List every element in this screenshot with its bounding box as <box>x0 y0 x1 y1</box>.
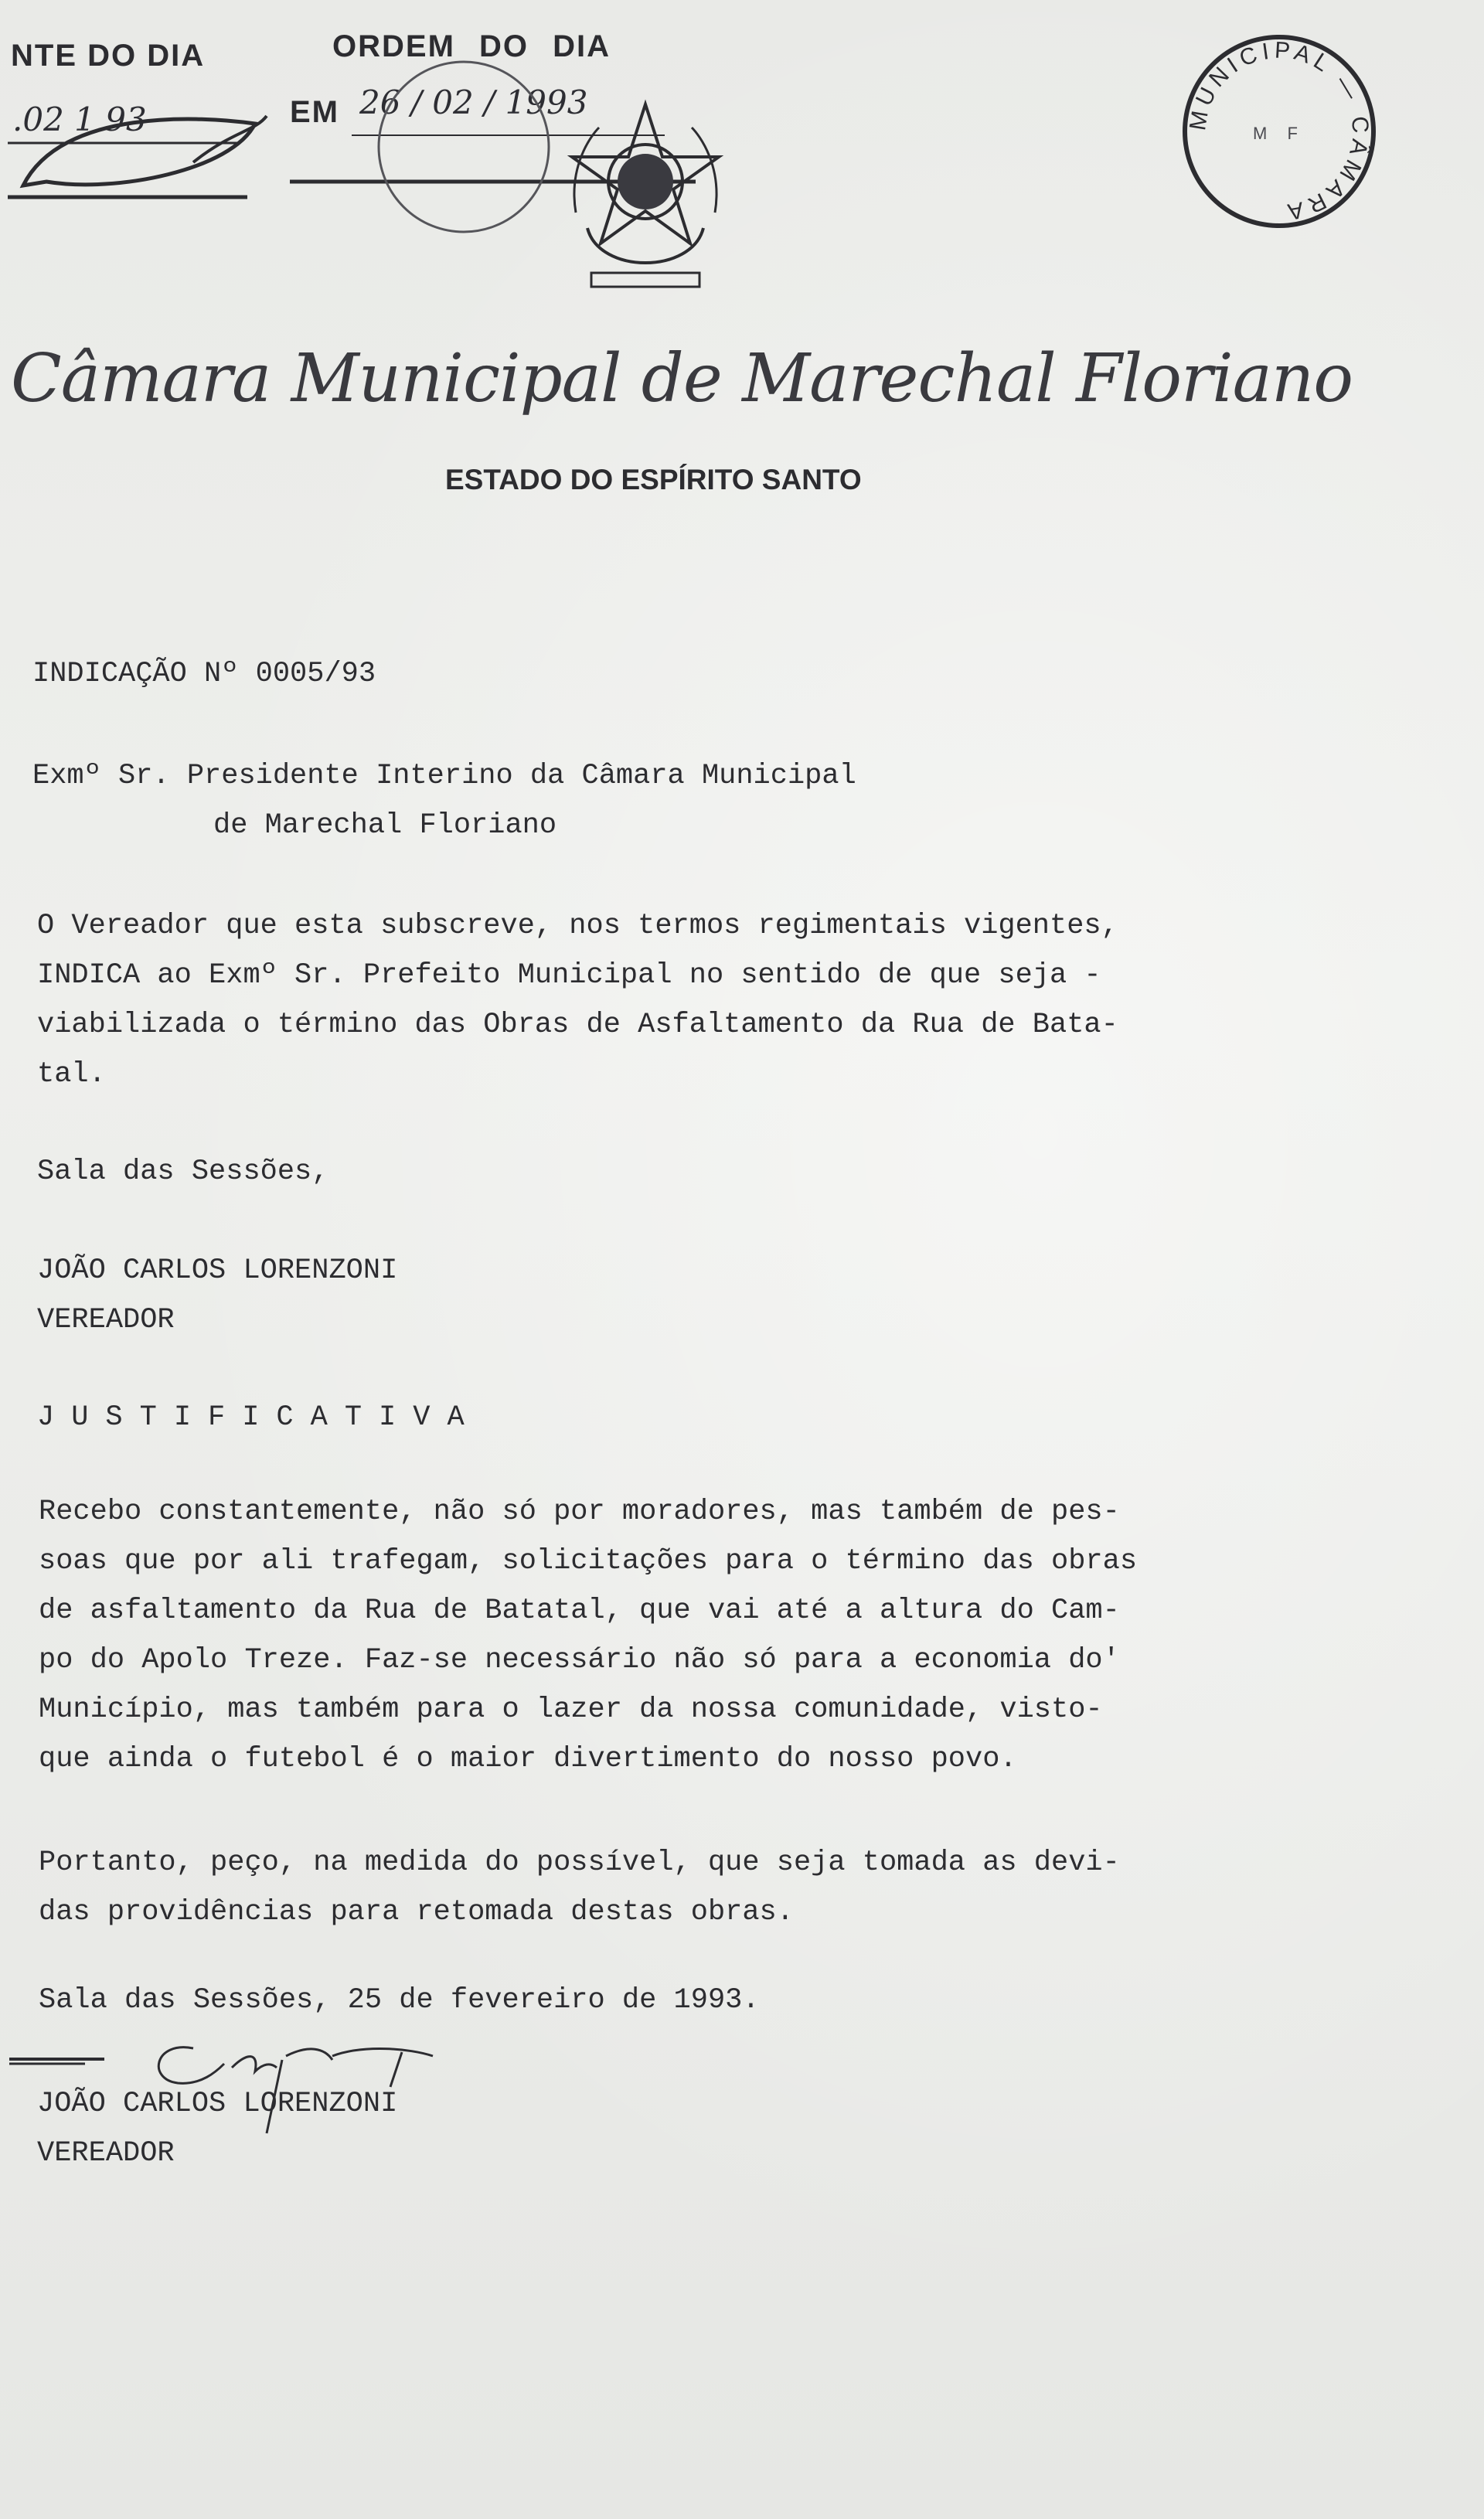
receipt-stamp-date: .02 1 93 <box>12 100 147 138</box>
agenda-stamp-graphics <box>278 46 742 301</box>
agenda-stamp-label: ORDEM DO DIA <box>332 29 611 63</box>
justification-line: po do Apolo Treze. Faz-se necessário não só para a economia do' <box>39 1644 1120 1676</box>
justification-line: Recebo constantemente, não só por moradores, mas também de pes- <box>39 1496 1120 1528</box>
letterhead-state: ESTADO DO ESPÍRITO SANTO <box>445 464 862 495</box>
addressee-line-1: Exmº Sr. Presidente Interino da Câmara Municipal <box>32 760 856 792</box>
justification-line: Município, mas também para o lazer da nossa comunidade, visto- <box>39 1694 1103 1726</box>
justification-heading: JUSTIFICATIVA <box>37 1401 482 1434</box>
request-line: Portanto, peço, na medida do possível, que seja tomada as devi- <box>39 1847 1120 1879</box>
seal-ring-text: MUNICIPAL — CÂMARA <box>1185 37 1373 226</box>
addressee-line-2: de Marechal Floriano <box>213 809 557 842</box>
signer-title: VEREADOR <box>37 1304 175 1336</box>
coat-of-arms-icon <box>572 104 719 287</box>
seal-center-text: M F <box>1253 124 1305 143</box>
receipt-stamp-lines <box>0 0 294 216</box>
receipt-stamp-label: NTE DO DIA <box>11 39 206 73</box>
signer-name: JOÃO CARLOS LORENZONI <box>37 1254 398 1287</box>
closing-salutation: Sala das Sessões, <box>37 1156 329 1188</box>
body-line: tal. <box>37 1058 106 1091</box>
letterhead-title: Câmara Municipal de Marechal Floriano <box>11 340 1353 417</box>
initials-scribble <box>23 119 255 186</box>
overlay-circle <box>379 62 549 232</box>
agenda-stamp-prefix: EM <box>290 95 339 129</box>
signer-name-2: JOÃO CARLOS LORENZONI <box>37 2088 398 2120</box>
body-line: INDICA ao Exmº Sr. Prefeito Municipal no sentido de que seja - <box>37 959 1101 992</box>
chamber-seal-stamp <box>1179 31 1380 232</box>
body-line: O Vereador que esta subscreve, nos termos regimentais vigentes, <box>37 910 1118 942</box>
closing-dated: Sala das Sessões, 25 de fevereiro de 1993. <box>39 1984 760 2017</box>
request-line: das providências para retomada destas obras. <box>39 1896 794 1928</box>
justification-line: que ainda o futebol é o maior divertimento do nosso povo. <box>39 1743 1017 1775</box>
agenda-stamp-date: 26 / 02 / 1993 <box>359 83 588 121</box>
justification-line: soas que por ali trafegam, solicitações para o término das obras <box>39 1545 1138 1578</box>
signer-title-2: VEREADOR <box>37 2137 175 2170</box>
body-line: viabilizada o término das Obras de Asfaltamento da Rua de Bata- <box>37 1009 1118 1041</box>
indication-number: INDICAÇÃO Nº 0005/93 <box>32 658 376 690</box>
justification-line: de asfaltamento da Rua de Batatal, que vai até a altura do Cam- <box>39 1595 1120 1627</box>
